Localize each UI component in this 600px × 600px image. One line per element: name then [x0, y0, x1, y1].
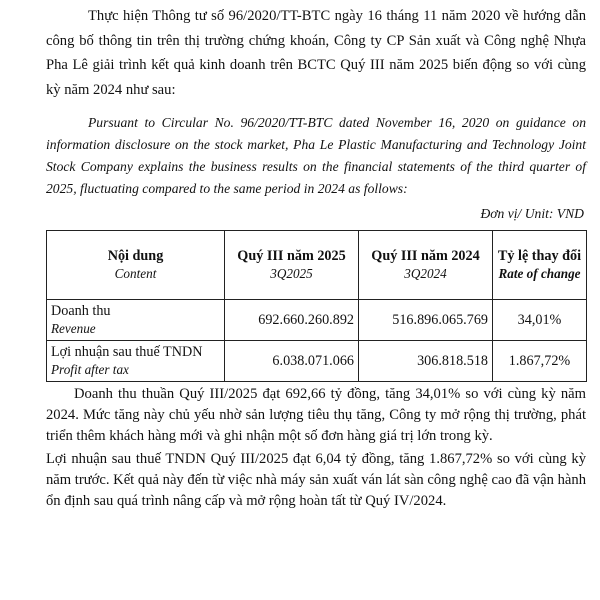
header-content-en: Content	[114, 266, 157, 281]
header-rate-en: Rate of change	[498, 266, 581, 281]
table-header-row	[47, 231, 587, 300]
currency-unit-label: Đơn vị/ Unit: VND	[480, 206, 584, 221]
header-content	[47, 231, 225, 300]
header-q3-2025-vn: Quý III năm 2025	[237, 248, 346, 264]
header-q3-2025-en: 3Q2025	[270, 266, 313, 281]
table-row	[47, 341, 587, 382]
cell-rate-of-change: 34,01%	[493, 300, 587, 341]
header-rate-vn: Tỷ lệ thay đổi	[497, 248, 582, 264]
header-content-vn: Nội dung	[107, 248, 164, 264]
header-q3-2024-vn: Quý III năm 2024	[371, 248, 480, 264]
intro-paragraph-vietnamese: Thực hiện Thông tư số 96/2020/TT-BTC ngày 16 tháng 11 năm 2020 về hướng dẫn công bố thông tin trên thị trường chứng khoán, Công ty CP Sản xuất và Công nghệ Nhựa Pha Lê giải trình kết quả kinh doanh trên BCTC Quý III năm 2025 biến động so với cùng kỳ năm 2024 như sau:	[46, 8, 586, 98]
cell-q3-2024: 516.896.065.769	[359, 300, 493, 341]
cell-rate-of-change: 1.867,72%	[493, 341, 587, 382]
cell-q3-2024: 306.818.518	[359, 341, 493, 382]
results-table	[46, 230, 587, 382]
header-q3-2024-en: 3Q2024	[404, 266, 447, 281]
revenue-explanation-paragraph: Doanh thu thuần Quý III/2025 đạt 692,66 tỷ đồng, tăng 34,01% so với cùng kỳ năm 2024. Mức tăng này chủ yếu nhờ sản lượng tiêu thụ tăng, Công ty mở rộng thị trường, phát triển thêm khách hàng mới và ghi nhận một số đơn hàng giá trị lớn trong kỳ.	[46, 386, 586, 444]
row-label-en: Revenue	[51, 321, 96, 336]
row-label-vn: Lợi nhuận sau thuế TNDN	[51, 344, 203, 360]
row-label-en: Profit after tax	[51, 362, 129, 377]
header-q3-2024	[359, 231, 493, 300]
cell-q3-2025: 6.038.071.066	[225, 341, 359, 382]
header-rate-of-change	[493, 231, 587, 300]
profit-explanation-paragraph: Lợi nhuận sau thuế TNDN Quý III/2025 đạt 6,04 tỷ đồng, tăng 1.867,72% so với cùng kỳ năm trước. Kết quả này đến từ việc nhà máy sản xuất ván lát sàn công nghệ cao đã vận hành ổn định sau quá trình nâng cấp và mở rộng hoàn tất từ Quý IV/2024.	[46, 451, 586, 509]
document-page	[46, 4, 586, 512]
intro-paragraph-english: Pursuant to Circular No. 96/2020/TT-BTC dated November 16, 2020 on guidance on information disclosure on the stock market, Pha Le Plastic Manufacturing and Technology Joint Stock Company explains the business results on the financial statements of the third quarter of 2025, fluctuating compared to the same period in 2024 as follows:	[46, 115, 586, 196]
row-label	[47, 300, 225, 341]
row-label	[47, 341, 225, 382]
table-row	[47, 300, 587, 341]
header-q3-2025	[225, 231, 359, 300]
cell-q3-2025: 692.660.260.892	[225, 300, 359, 341]
row-label-vn: Doanh thu	[51, 303, 111, 319]
